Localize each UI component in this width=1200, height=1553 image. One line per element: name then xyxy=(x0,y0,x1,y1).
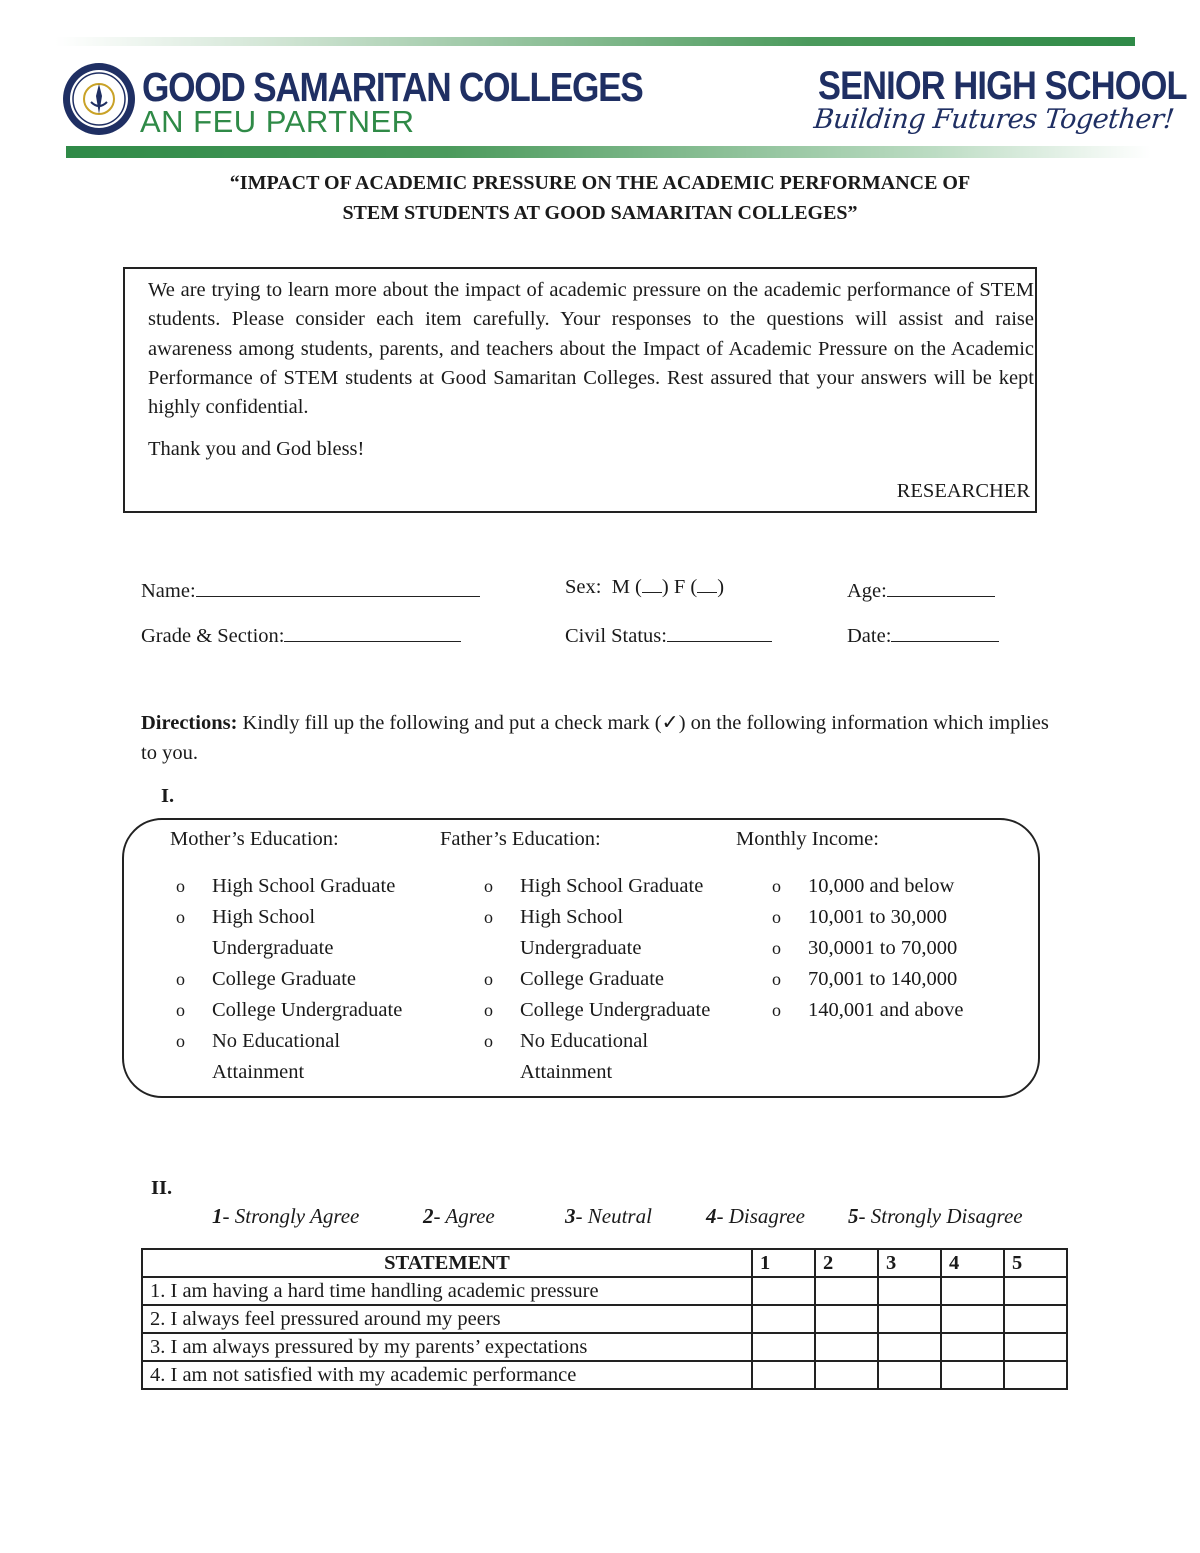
name-field[interactable] xyxy=(141,576,480,603)
option-item[interactable]: o College Undergraduate xyxy=(176,995,416,1026)
rating-cell[interactable] xyxy=(941,1305,1004,1333)
thanks-text: Thank you and God bless! xyxy=(148,438,365,460)
rating-cell[interactable] xyxy=(941,1277,1004,1305)
rating-cell[interactable] xyxy=(815,1305,878,1333)
rating-cell[interactable] xyxy=(815,1361,878,1389)
option-item[interactable]: o College Graduate xyxy=(176,964,416,995)
father-education-options xyxy=(484,871,724,1088)
option-item[interactable]: o No Educational Attainment xyxy=(176,1026,416,1088)
age-label: Age: xyxy=(847,580,887,602)
rating-cell[interactable] xyxy=(752,1277,815,1305)
name-blank[interactable] xyxy=(196,576,480,597)
sex-field[interactable] xyxy=(565,576,724,599)
sex-label: Sex: xyxy=(565,576,602,598)
rating-cell[interactable] xyxy=(878,1361,941,1389)
date-field[interactable] xyxy=(847,621,999,648)
survey-table xyxy=(141,1248,1068,1390)
civil-status-blank[interactable] xyxy=(667,621,772,642)
option-item[interactable]: o College Graduate xyxy=(484,964,724,995)
civil-status-label: Civil Status: xyxy=(565,625,667,647)
table-row xyxy=(142,1333,1067,1361)
scale-item: 1- Strongly Agree xyxy=(212,1204,360,1228)
date-label: Date: xyxy=(847,625,892,647)
program-title: SENIOR HIGH SCHOOL xyxy=(818,64,1187,108)
rating-cell[interactable] xyxy=(1004,1333,1067,1361)
rating-cell[interactable] xyxy=(878,1333,941,1361)
sex-f-blank[interactable] xyxy=(697,576,717,593)
statement-cell: 4. I am not satisfied with my academic performance xyxy=(142,1361,752,1389)
radio-circle-icon[interactable]: o xyxy=(772,1000,781,1020)
intro-text: We are trying to learn more about the impact of academic pressure on the academic performance of STEM students. Please consider each item carefully. Your responses to the questions will assist and raise awareness among students, parents, and teachers about the Impact of Academic Pressure on the Academic Performance of STEM students at Good Samaritan Colleges. Rest assured that your answers will be kept highly confidential. xyxy=(148,279,1034,419)
school-seal-logo xyxy=(62,62,136,136)
option-item[interactable]: o 10,001 to 30,000 xyxy=(772,902,1022,933)
age-field[interactable] xyxy=(847,576,995,603)
header-top-stripe xyxy=(55,37,1135,46)
rating-cell[interactable] xyxy=(1004,1361,1067,1389)
option-item[interactable]: o High School Graduate xyxy=(176,871,416,902)
radio-circle-icon[interactable]: o xyxy=(176,1031,185,1051)
radio-circle-icon[interactable]: o xyxy=(484,1000,493,1020)
option-item[interactable]: o No Educational Attainment xyxy=(484,1026,724,1088)
title-line-2: STEM STUDENTS AT GOOD SAMARITAN COLLEGES” xyxy=(342,202,858,224)
title-line-1: “IMPACT OF ACADEMIC PRESSURE ON THE ACADEMIC PERFORMANCE OF xyxy=(229,172,971,194)
sex-m-label: M ( xyxy=(611,576,642,598)
rating-cell[interactable] xyxy=(941,1333,1004,1361)
sex-f-label: ) F ( xyxy=(661,576,698,598)
radio-circle-icon[interactable]: o xyxy=(484,969,493,989)
option-item[interactable]: o High School Undergraduate xyxy=(484,902,724,964)
grade-section-field[interactable] xyxy=(141,621,461,648)
radio-circle-icon[interactable]: o xyxy=(176,969,185,989)
grade-section-label: Grade & Section: xyxy=(141,625,285,647)
option-item[interactable]: o 30,0001 to 70,000 xyxy=(772,933,1022,964)
radio-circle-icon[interactable]: o xyxy=(176,907,185,927)
rating-cell[interactable] xyxy=(878,1277,941,1305)
researcher-signature: RESEARCHER xyxy=(896,480,1030,502)
option-item[interactable]: o 140,001 and above xyxy=(772,995,1022,1026)
name-label: Name: xyxy=(141,580,196,602)
grade-section-blank[interactable] xyxy=(284,621,461,642)
monthly-income-heading: Monthly Income: xyxy=(736,828,879,850)
table-row xyxy=(142,1361,1067,1389)
option-item[interactable]: o High School Undergraduate xyxy=(176,902,416,964)
rating-cell[interactable] xyxy=(815,1277,878,1305)
father-education-heading: Father’s Education: xyxy=(440,828,601,850)
rating-cell[interactable] xyxy=(752,1361,815,1389)
rating-header-5: 5 xyxy=(1004,1249,1067,1277)
civil-status-field[interactable] xyxy=(565,621,772,648)
option-item[interactable]: o 10,000 and below xyxy=(772,871,1022,902)
rating-cell[interactable] xyxy=(941,1361,1004,1389)
monthly-income-options xyxy=(772,871,1022,1026)
option-item[interactable]: o College Undergraduate xyxy=(484,995,724,1026)
scale-item: 3- Neutral xyxy=(565,1204,652,1228)
radio-circle-icon[interactable]: o xyxy=(772,876,781,896)
table-row xyxy=(142,1305,1067,1333)
statement-cell: 3. I am always pressured by my parents’ expectations xyxy=(142,1333,752,1361)
date-blank[interactable] xyxy=(891,621,999,642)
sex-m-blank[interactable] xyxy=(642,576,662,593)
rating-header-4: 4 xyxy=(941,1249,1004,1277)
document-title xyxy=(120,168,1080,228)
directions xyxy=(141,708,1061,768)
rating-cell[interactable] xyxy=(1004,1277,1067,1305)
radio-circle-icon[interactable]: o xyxy=(772,969,781,989)
radio-circle-icon[interactable]: o xyxy=(176,1000,185,1020)
statement-header: STATEMENT xyxy=(142,1249,752,1277)
radio-circle-icon[interactable]: o xyxy=(484,907,493,927)
rating-header-2: 2 xyxy=(815,1249,878,1277)
mother-education-heading: Mother’s Education: xyxy=(170,828,339,850)
mother-education-options xyxy=(176,871,416,1088)
section-2-label: II. xyxy=(151,1177,173,1199)
radio-circle-icon[interactable]: o xyxy=(484,1031,493,1051)
scale-item: 4- Disagree xyxy=(706,1204,805,1228)
header-bottom-stripe xyxy=(66,146,1151,158)
rating-cell[interactable] xyxy=(752,1305,815,1333)
rating-cell[interactable] xyxy=(752,1333,815,1361)
scale-item: 5- Strongly Disagree xyxy=(848,1204,1023,1228)
directions-label: Directions: xyxy=(141,712,238,734)
statement-cell: 2. I always feel pressured around my peers xyxy=(142,1305,752,1333)
rating-cell[interactable] xyxy=(815,1333,878,1361)
radio-circle-icon[interactable]: o xyxy=(484,876,493,896)
radio-circle-icon[interactable]: o xyxy=(772,938,781,958)
table-header-row xyxy=(142,1249,1067,1277)
rating-header-1: 1 xyxy=(752,1249,815,1277)
scale-item: 2- Agree xyxy=(423,1204,495,1228)
rating-cell[interactable] xyxy=(878,1305,941,1333)
option-item[interactable]: o High School Graduate xyxy=(484,871,724,902)
radio-circle-icon[interactable]: o xyxy=(176,876,185,896)
table-row xyxy=(142,1277,1067,1305)
statement-cell: 1. I am having a hard time handling academic pressure xyxy=(142,1277,752,1305)
rating-cell[interactable] xyxy=(1004,1305,1067,1333)
rating-header-3: 3 xyxy=(878,1249,941,1277)
radio-circle-icon[interactable]: o xyxy=(772,907,781,927)
section-1-label: I. xyxy=(161,785,175,807)
sex-close: ) xyxy=(717,576,725,598)
school-name: GOOD SAMARITAN COLLEGES xyxy=(142,64,643,110)
tagline: Building Futures Together! xyxy=(812,104,1176,135)
age-blank[interactable] xyxy=(887,576,995,597)
partner-label: AN FEU PARTNER xyxy=(140,104,415,139)
option-item[interactable]: o 70,001 to 140,000 xyxy=(772,964,1022,995)
directions-text: Kindly fill up the following and put a check mark (✓) on the following information which implies to you. xyxy=(141,712,1049,764)
